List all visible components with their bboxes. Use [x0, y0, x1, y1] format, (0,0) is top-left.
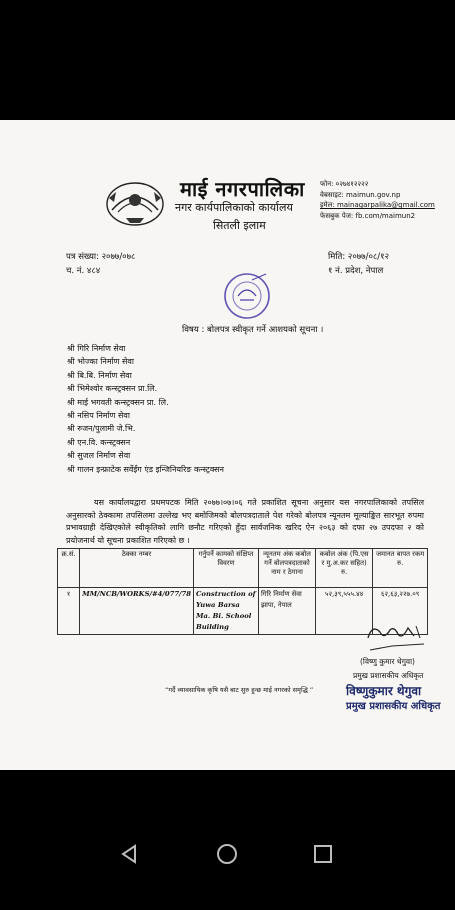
office-subtitle: नगर कार्यपालिकाको कार्यालय	[175, 201, 293, 214]
recipient-item: श्री एन.वि. कन्स्ट्रक्सन	[67, 437, 131, 447]
col-contract-no: ठेक्का नम्बर	[80, 549, 194, 588]
cell-contract-no: MM/NCB/WORKS/#4/077/78	[80, 588, 194, 635]
android-nav-bar	[0, 770, 455, 910]
recipient-item: श्री भोज्का निर्माण सेवा	[67, 357, 134, 367]
reference-right	[328, 250, 389, 278]
signatory-title: प्रमुख प्रशासकीय अधिकृत	[353, 671, 424, 680]
cell-security: ६२,६३,२२७.०९	[373, 588, 428, 635]
document-page	[0, 120, 455, 770]
letter-date: मिति: २०७७/०८/१२	[328, 252, 389, 262]
col-sn: क्र.सं.	[58, 549, 80, 588]
recipient-item: श्री भिमेश्वोर कन्स्ट्रक्सन प्रा.लि.	[67, 384, 158, 394]
slogan: “गर्दै व्यावसायिक कृषि यसै बाट सुरु हुन्छ माई नगरको समृद्धि ”	[165, 686, 314, 694]
recipient-item: श्री गिरि निर्माण सेवा	[67, 344, 126, 353]
col-security: जमानत बापत रकम रु.	[373, 549, 428, 588]
col-description: गर्नुपर्ने कामको संक्षिप्त विवरण	[194, 549, 259, 588]
nepal-emblem-icon	[104, 178, 166, 228]
contact-website: वेबसाइट: maimun.gov.np	[320, 190, 401, 199]
recipient-list	[67, 342, 224, 476]
signatory-name: (विष्णु कुमार थेगुवा)	[360, 657, 415, 666]
dispatch-number: च. नं. ४८४	[66, 266, 101, 276]
cell-amount: ५२,३९,५५५.४४	[315, 588, 372, 635]
cell-bidder: गिरि निर्माण सेवा झापा, नेपाल	[258, 588, 315, 635]
contact-email: इमेल: mainagarpalika@gmail.com	[320, 201, 435, 209]
municipality-title: माई नगरपालिका	[180, 177, 305, 201]
recipient-item: श्री नसिप निर्माण सेवा	[67, 411, 130, 421]
home-icon[interactable]	[216, 843, 238, 865]
handwritten-signature	[362, 620, 432, 656]
contact-block	[320, 179, 435, 221]
letter-number: पत्र संख्या: २०७७/०७८	[66, 252, 136, 262]
office-stamp-icon	[220, 270, 274, 322]
recipient-item: श्री रुजन/पुलामी जे.भि.	[67, 424, 136, 434]
back-icon[interactable]	[119, 844, 139, 864]
status-bar	[0, 0, 455, 120]
col-bidder: न्यूनतम अंक कबोल गर्ने बोलपत्रदाताको नाम र ठेगाना	[258, 549, 315, 588]
seal-title: प्रमुख प्रशासकीय अधिकृत	[346, 701, 441, 712]
cell-sn: १	[58, 588, 80, 635]
subject-line: विषय : बोलपत्र स्वीकृत गर्ने आशयको सूचना ।	[182, 325, 324, 335]
contact-facebook: फेसबुक पेज: fb.com/maimun2	[320, 211, 416, 220]
recent-apps-icon[interactable]	[313, 844, 333, 864]
notice-body: यस कार्यालयद्वारा प्रथमपटक मिति २०७७।०७।०६ गते प्रकाशित सूचना अनुसार यस नगरपालिकाको तपसिल अनुसारको ठेक्कामा तपसिलमा उल्लेख भए बमोजिमको बोलपत्रदाताले पेश गरेको बोलपत्र न्यूनतम मूल्याङ्कित सारभूत रुपमा प्रभावग्राही देखिएकोले स्वीकृतिको लागि छनौट गरिएको हुँदा सार्वजनिक खरिद ऐन २०६३ को दफा २७ उपदफा २ को प्रयोजनार्थ यो सूचना प्रकाशित गरिएको छ ।	[66, 498, 424, 545]
contact-phone: फोन: ०२७४१२२२२	[320, 180, 369, 188]
recipient-item: श्री बि.बि. निर्माण सेवा	[67, 370, 132, 380]
recipient-item: श्री सुजल निर्माण सेवा	[67, 451, 131, 461]
reference-left	[66, 250, 135, 278]
seal-name: विष्णुकुमार थेगुवा	[346, 684, 422, 698]
province: १ नं. प्रदेश, नेपाल	[328, 266, 384, 276]
recipient-item: श्री गालन इन्फ्राटेक सर्वेईंग एंड इन्जिनियरिङ कन्स्ट्रक्सन	[67, 464, 224, 474]
table-header-row	[58, 549, 428, 588]
recipient-item: श्री माई भगवती कन्स्ट्रक्सन प्रा. लि.	[67, 397, 169, 407]
col-amount: कबोल अंक (पि.एस र मु.अ.कर सहित) रु.	[315, 549, 372, 588]
cell-description: Construction of Yuwa Barsa Ma. Bi. School Building	[194, 588, 259, 635]
office-location: सितली इलाम	[213, 219, 266, 232]
